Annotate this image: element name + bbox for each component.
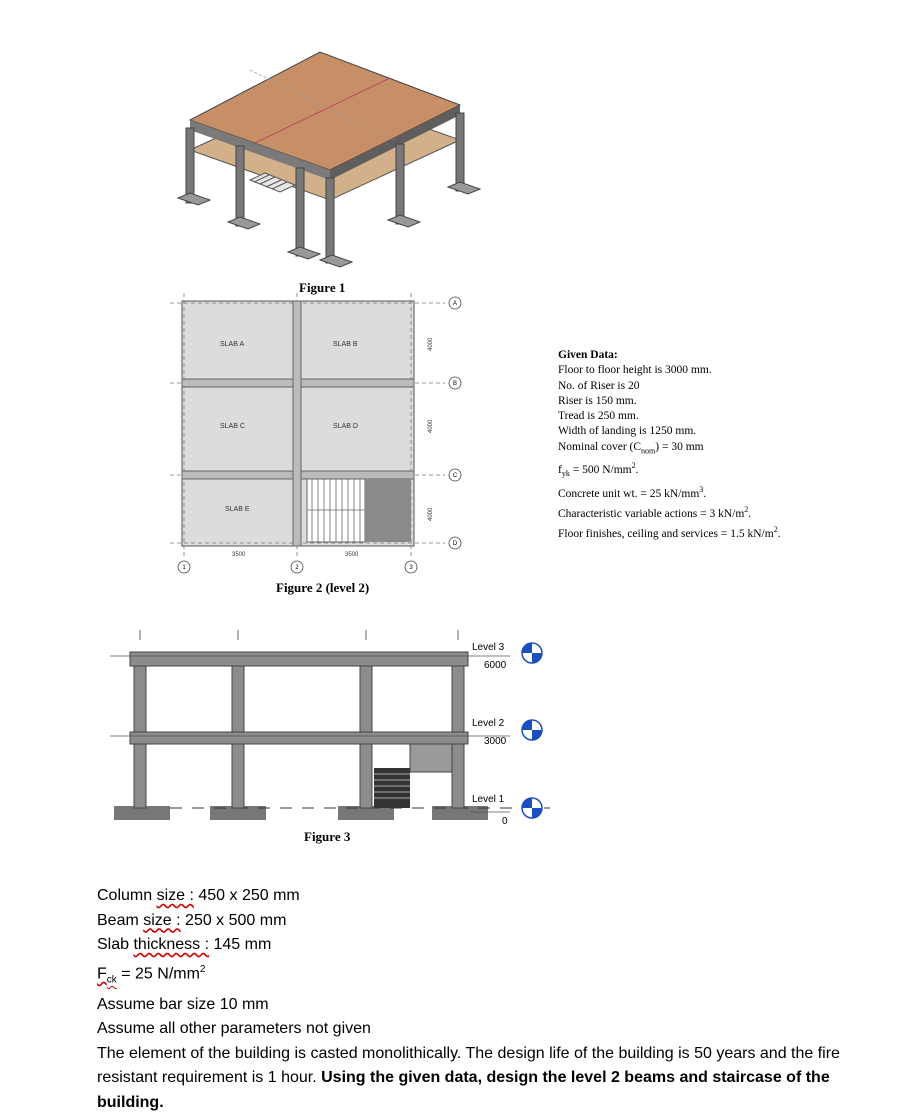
span-x-1: 3500 <box>232 552 246 558</box>
level-1-elev: 0 <box>502 816 508 827</box>
given-data-title: Given Data: <box>558 349 618 361</box>
given-riser-height: Riser is 150 mm. <box>558 394 637 407</box>
figure-2-caption: Figure 2 (level 2) <box>276 580 370 595</box>
grid-1: 1 <box>182 565 186 571</box>
given-concrete-weight: Concrete unit wt. = 25 $kN/mm^3$. <box>558 484 707 500</box>
span-y-3: 4000 <box>428 507 434 521</box>
given-riser-count: No. of Riser is 20 <box>558 379 640 392</box>
slab-e-label: SLAB E <box>225 506 250 513</box>
level-marker-icon <box>522 643 542 818</box>
figure-3-elevation-drawing <box>110 628 560 828</box>
figure-1-caption: Figure 1 <box>299 280 346 295</box>
level-2-name: Level 2 <box>472 718 505 729</box>
span-x-2: 3500 <box>345 552 359 558</box>
level-3-elev: 6000 <box>484 660 507 671</box>
span-y-2: 4000 <box>428 419 434 433</box>
slab-b-label: SLAB B <box>333 341 358 348</box>
level-3-name: Level 3 <box>472 642 505 653</box>
given-landing-width: Width of landing is 1250 mm. <box>558 425 697 438</box>
design-paragraph: The element of the building is casted monolithically. The design life of the building is 50 years and the fire resistant requirement is 1 hour. Using the given data, design the level 2 beams and staircase of the building. <box>97 1044 840 1111</box>
other-params: Assume all other parameters not given <box>97 1020 371 1038</box>
given-data <box>558 348 781 542</box>
grid-d: D <box>452 541 458 547</box>
given-floor-height: Floor to floor height is 3000 mm. <box>558 364 712 377</box>
problem-statement <box>97 884 857 1115</box>
figure-1-isometric-drawing <box>150 30 510 275</box>
given-variable-actions: Characteristic variable actions = 3 $kN/m^2$. <box>558 504 752 520</box>
grid-a: A <box>452 301 458 307</box>
slab-a-label: SLAB A <box>220 341 245 348</box>
span-y-1: 4000 <box>428 337 434 351</box>
fck-value: $F_{ck} = 25$ $N/mm^2$ <box>97 963 206 986</box>
slab-d-label: SLAB D <box>333 423 358 430</box>
figure-3-caption: Figure 3 <box>304 829 351 844</box>
slab-thickness: Slab thickness : 145 mm <box>97 936 272 953</box>
level-2-elev: 3000 <box>484 736 507 747</box>
stair-plan <box>307 479 411 542</box>
slab-c-label: SLAB C <box>220 423 245 430</box>
given-cover: Nominal cover $(C_{nom}) = 30$ mm <box>558 440 704 456</box>
grid-3: 3 <box>409 565 413 571</box>
grid-b: B <box>452 381 458 387</box>
beam-size: Beam size : 250 x 500 mm <box>97 911 287 929</box>
given-tread: Tread is 250 mm. <box>558 410 639 423</box>
column-size: Column size : 450 x 250 mm <box>97 887 300 904</box>
bar-size: Assume bar size 10 mm <box>97 995 269 1013</box>
level-1-name: Level 1 <box>472 794 505 805</box>
grid-c: C <box>452 473 458 479</box>
given-finishes: Floor finishes, ceiling and services = 1.5 $kN/m^2$. <box>558 525 781 540</box>
grid-2: 2 <box>295 565 299 571</box>
stair-elevation <box>374 744 452 808</box>
figure-2-plan-drawing <box>170 293 480 578</box>
given-fyk: $f_{yk} = 500$ $N/mm^2$. <box>558 461 639 479</box>
